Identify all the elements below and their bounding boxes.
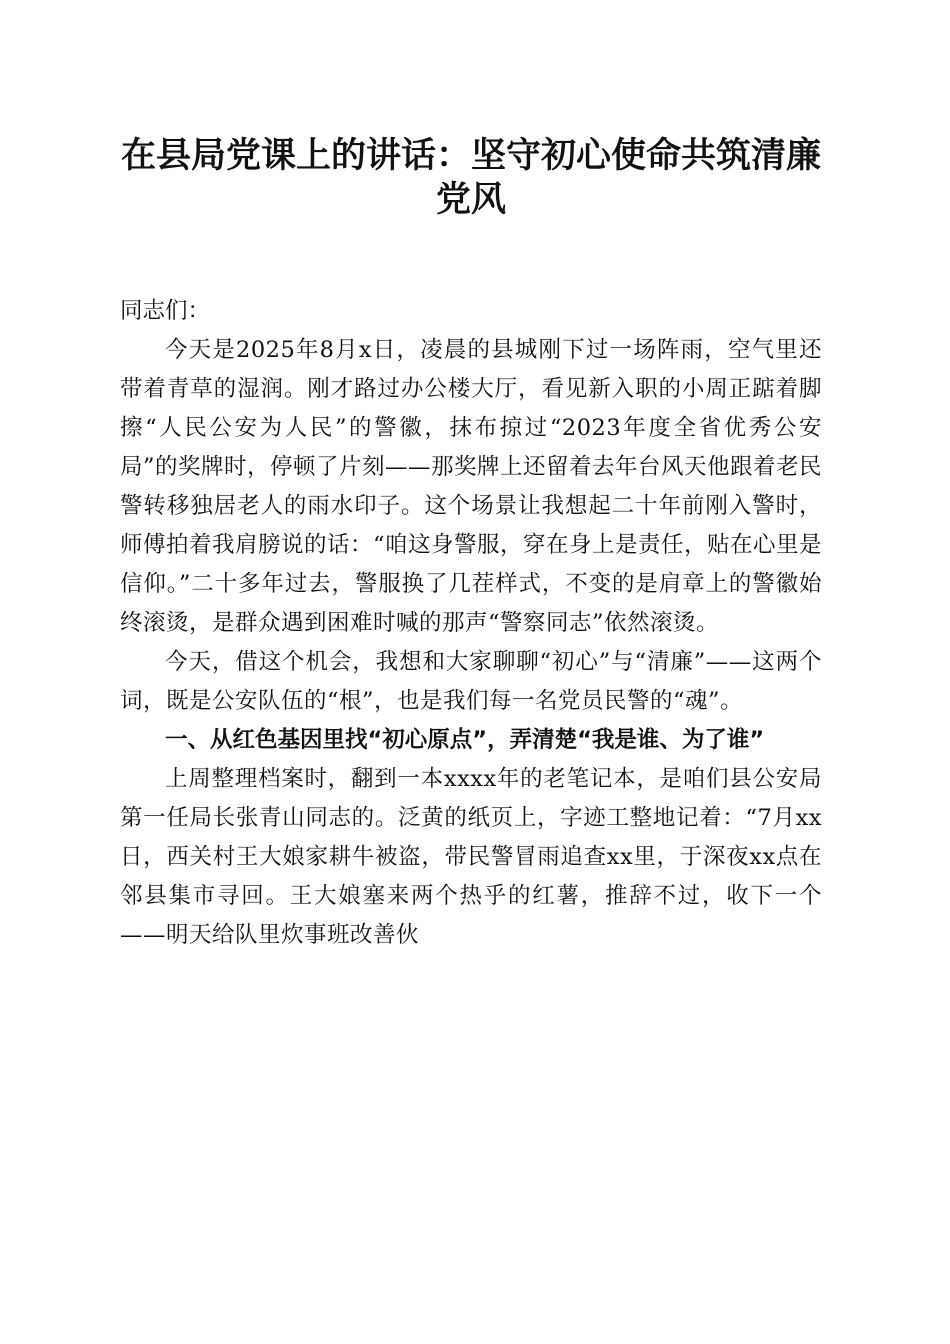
document-page (120, 134, 822, 955)
section-heading-1: 一、从红色基因里找“初心原点”，弄清楚“我是谁、为了谁” (165, 727, 765, 753)
paragraph-1: 今天是2025年8月x日，凌晨的县城刚下过一场阵雨，空气里还带着青草的湿润。刚才路过办公楼大厅，看见新入职的小周正踮着脚擦“人民公安为人民”的警徽，抹布掠过“2023年度全省优秀公安局”的奖牌时，停顿了片刻——那奖牌上还留着去年台风天他跟着老民警转移独居老人的雨水印子。这个场景让我想起二十年前刚入警时，师傅拍着我肩膀说的话：“咱这身警服，穿在身上是责任，贴在心里是信仰。”二十多年过去，警服换了几茬样式，不变的是肩章上的警徽始终滚烫，是群众遇到困难时喊的那声“警察同志”依然滚烫。 (120, 337, 823, 636)
document-title: 在县局党课上的讲话：坚守初心使命共筑清廉党风 (120, 135, 821, 220)
section-1-paragraph-1: 上周整理档案时，翻到一本xxxx年的老笔记本，是咱们县公安局第一任局长张青山同志的。泛黄的纸页上，字迹工整地记着：“7月xx日，西关村王大娘家耕牛被盗，带民警冒雨追查xx里，于深夜xx点在邻县集市寻回。王大娘塞来两个热乎的红薯，推辞不过，收下一个——明天给队里炊事班改善伙 (120, 766, 822, 948)
salutation: 同志们： (120, 298, 211, 324)
paragraph-2: 今天，借这个机会，我想和大家聊聊“初心”与“清廉”——这两个词，既是公安队伍的“根”，也是我们每一名党员民警的“魂”。 (120, 649, 822, 714)
